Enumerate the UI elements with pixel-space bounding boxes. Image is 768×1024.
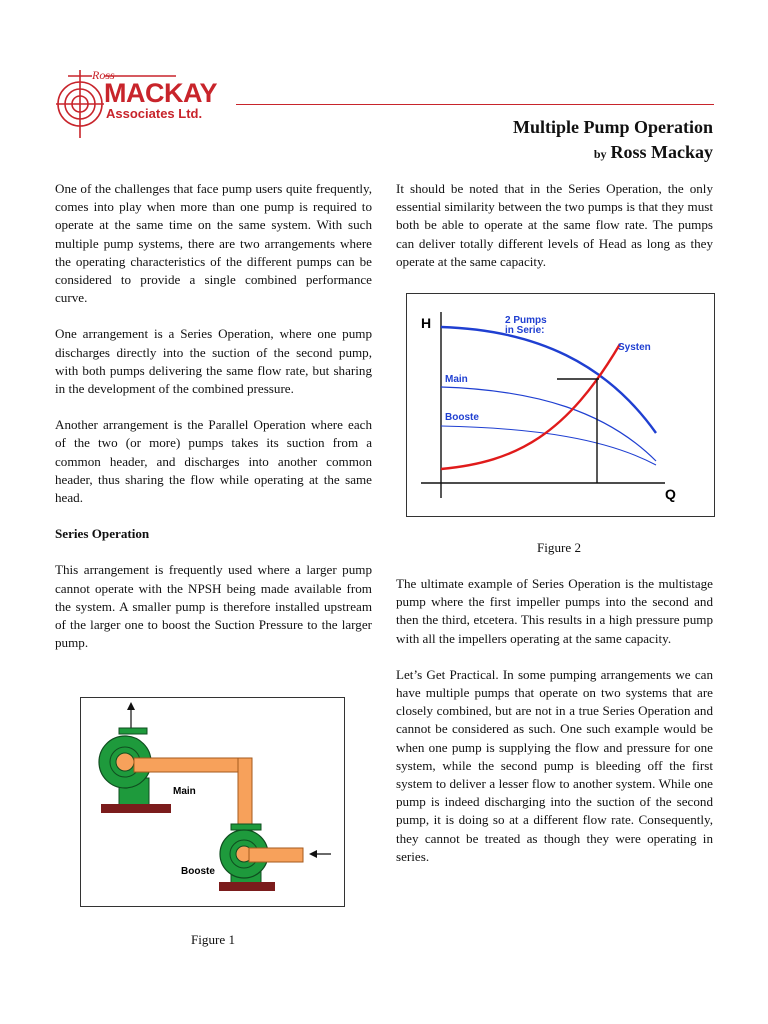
connecting-pipe-horizontal	[134, 758, 252, 772]
logo-brand: MACKAY	[104, 78, 218, 108]
paragraph: This arrangement is frequently used where a larger pump cannot operate with the NPSH being made available from the system. A smaller pump is therefore installed upstream of the larger one to boost the Suction Pressure to the larger pump.	[55, 562, 372, 651]
figure-1-caption: Figure 1	[190, 932, 235, 947]
logo-script-name: Ross	[92, 68, 115, 82]
byline	[594, 142, 713, 163]
label-booster-curve: Booste	[445, 412, 479, 423]
right-column-top	[396, 180, 713, 289]
section-heading: Series Operation	[55, 526, 150, 542]
label-in-series: in Serie:	[505, 325, 545, 336]
label-system: Systen	[618, 342, 651, 353]
paragraph: Let’s Get Practical. In some pumping arrangements we can have multiple pumps that operate on two systems that are closely combined, but are not in a true Series Operation and cannot be considered as such. One such example would be when one pump is supplying the flow and pressure for one system, while the second pump is bleeding off the first system to deliver a lesser flow to another system. While one pump is indeed discharging into the suction of the second pump, it is doing so at a different flow rate. Consequently, they cannot be treated as though they were operating in series.	[396, 666, 713, 864]
main-pump-suction-eye	[116, 753, 134, 771]
booster-pump-base	[219, 882, 275, 891]
hq-curve-chart	[407, 294, 714, 516]
logo-subtitle: Associates Ltd.	[106, 106, 203, 121]
paragraph: One arrangement is a Series Operation, where one pump discharges directly into the suction of the second pump, with both pumps delivering the same flow rate, but sharing in the development of the combined pressure.	[55, 326, 372, 397]
label-booster: Booste	[181, 866, 215, 877]
axis-q-label: Q	[665, 486, 676, 502]
pipe-elbow-fill	[240, 771, 250, 775]
left-column	[55, 180, 372, 670]
pump-diagram	[81, 698, 344, 906]
page-title: Multiple Pump Operation	[512, 117, 713, 137]
booster-suction-pipe	[249, 848, 303, 862]
axis-h-label: H	[421, 315, 432, 331]
figure-1-diagram	[80, 697, 345, 907]
booster-pump-flange	[231, 824, 261, 830]
curve-system	[441, 344, 620, 469]
author-name: Ross Mackay	[610, 142, 713, 162]
label-main: Main	[173, 786, 196, 797]
label-main-curve: Main	[445, 374, 468, 385]
paragraph: Another arrangement is the Parallel Operation where each of the two (or more) pumps takes its suction from a common header, and discharges into another common header, thus sharing the flow while operating at the same head.	[55, 417, 372, 506]
discharge-arrowhead	[127, 702, 135, 710]
paragraph: It should be noted that in the Series Operation, the only essential similarity between the two pumps is that they must both be able to operate at the same flow rate. The pumps can deliver totally different levels of Head as long as they operate at the same capacity.	[396, 181, 713, 269]
figure-2-caption: Figure 2	[536, 540, 581, 555]
figure-2-chart	[406, 293, 715, 517]
header-rule	[236, 104, 714, 105]
paragraph: One of the challenges that face pump users quite frequently, comes into play when more than one pump is required to operate at the same time on the same system. With such multiple pump systems, there are two arrangements where the operating characteristics of the different pumps can be considered to provide a single combined performance curve.	[55, 181, 372, 306]
right-column-bottom	[396, 575, 713, 884]
main-pump-base	[101, 804, 171, 813]
main-pump-flange	[119, 728, 147, 734]
inlet-arrowhead	[309, 850, 317, 858]
label-2-pumps: 2 Pumps	[505, 315, 547, 326]
paragraph: The ultimate example of Series Operation is the multistage pump where the first impeller pumps into the second and then the third, etcetera. This results in a high pressure pump with all the impellers operating at the same capacity.	[396, 576, 713, 646]
curve-main	[441, 387, 656, 461]
byline-by: by	[593, 147, 607, 161]
